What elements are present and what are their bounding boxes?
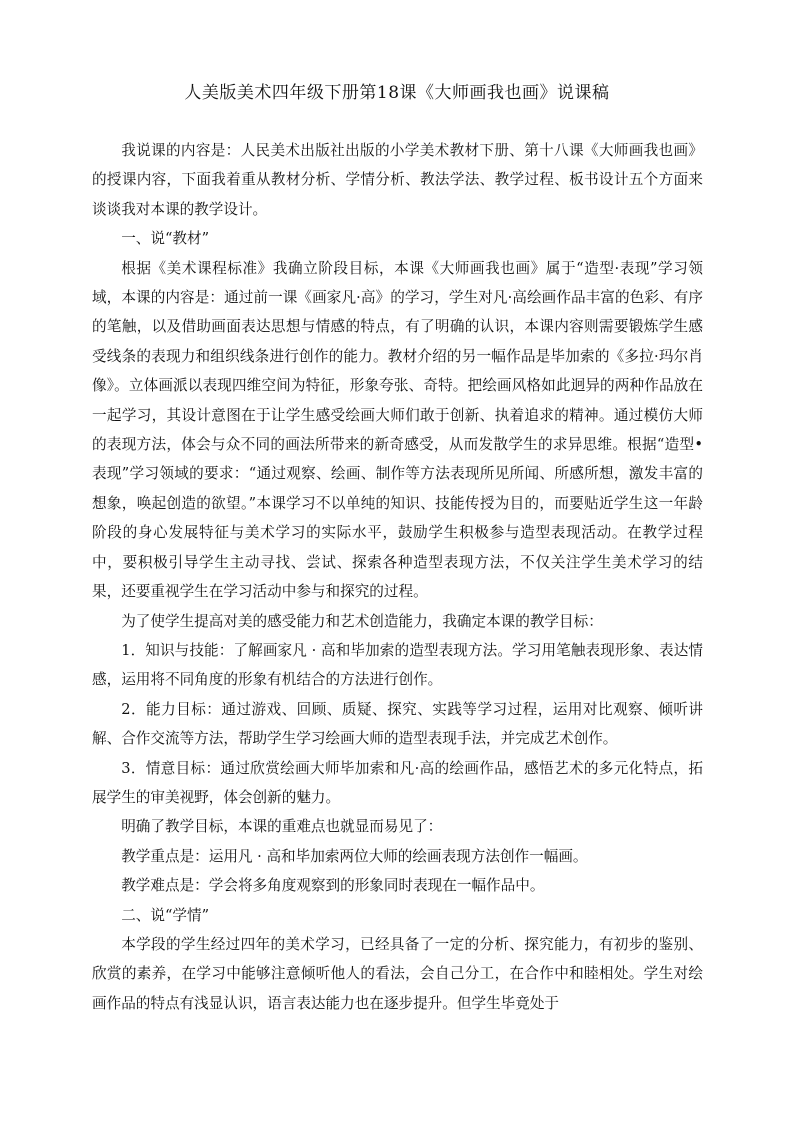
section-heading-learners: 二、说“学情”: [121, 906, 210, 924]
section-heading-textbook: 一、说“教材”: [121, 230, 210, 248]
paragraph-goal-emotion: 3．情意目标：通过欣赏绘画大师毕加索和凡·高的绘画作品，感悟艺术的多元化特点，拓展学生的审美视野，体会创新的魅力。: [92, 759, 703, 806]
paragraph-goals-intro: 为了使学生提高对美的感受能力和艺术创造能力，我确定本课的教学目标：: [121, 612, 603, 630]
paragraph-difficult-point: 教学难点是：学会将多角度观察到的形象同时表现在一幅作品中。: [121, 877, 545, 895]
paragraph-textbook-analysis: 根据《美术课程标准》我确立阶段目标，本课《大师画我也画》属于“造型·表现”学习领域，本课的内容是：通过前一课《画家凡·高》的学习，学生对凡·高绘画作品丰富的色彩、有序的笔触，以及借助画面表达思想与情感的特点，有了明确的认识，本课内容则需要锻炼学生感受线条的表现力和组织线条进行创作的能力。教材介绍的另一幅作品是毕加索的《多拉·玛尔肖像》。立体画派以表现四维空间为特征，形象夸张、奇特。把绘画风格如此迥异的两种作品放在一起学习，其设计意图在于让学生感受绘画大师们敢于创新、执着追求的精神。通过模仿大师的表现方法，体会与众不同的画法所带来的新奇感受，从而发散学生的求异思维。根据“造型•表现”学习领域的要求：“通过观察、绘画、制作等方法表现所见所闻、所感所想，激发丰富的想象，唤起创造的欲望。”本课学习不以单纯的知识、技能传授为目的，而要贴近学生这一年龄阶段的身心发展特征与美术学习的实际水平，鼓励学生积极参与造型表现活动。在教学过程中，要积极引导学生主动寻找、尝试、探索各种造型表现方法，不仅关注学生美术学习的结果，还要重视学生在学习活动中参与和探究的过程。: [92, 259, 703, 601]
paragraph-key-points-intro: 明确了教学目标，本课的重难点也就显而易见了：: [121, 818, 443, 836]
paragraph-intro: 我说课的内容是：人民美术出版社出版的小学美术教材下册、第十八课《大师画我也画》的授课内容，下面我着重从教材分析、学情分析、教法学法、教学过程、板书设计五个方面来谈谈我对本课的教学设计。: [92, 142, 703, 218]
document-title: 人美版美术四年级下册第18课《大师画我也画》说课稿: [184, 83, 610, 103]
paragraph-key-point: 教学重点是：运用凡 · 高和毕加索两位大师的绘画表现方法创作一幅画。: [121, 847, 588, 865]
paragraph-learner-analysis: 本学段的学生经过四年的美术学习，已经具备了一定的分析、探究能力，有初步的鉴别、欣赏的素养，在学习中能够注意倾听他人的看法，会自己分工，在合作中和睦相处。学生对绘画作品的特点有浅显认识，语言表达能力也在逐步提升。但学生毕竟处于: [92, 935, 703, 1012]
paragraph-goal-ability: 2．能力目标：通过游戏、回顾、质疑、探究、实践等学习过程，运用对比观察、倾听讲解、合作交流等方法，帮助学生学习绘画大师的造型表现手法，并完成艺术创作。: [92, 700, 703, 748]
document-body: [92, 136, 703, 1018]
paragraph-goal-knowledge: 1．知识与技能：了解画家凡 · 高和毕加索的造型表现方法。学习用笔触表现形象、表达情感，运用将不同角度的形象有机结合的方法进行创作。: [92, 641, 703, 689]
